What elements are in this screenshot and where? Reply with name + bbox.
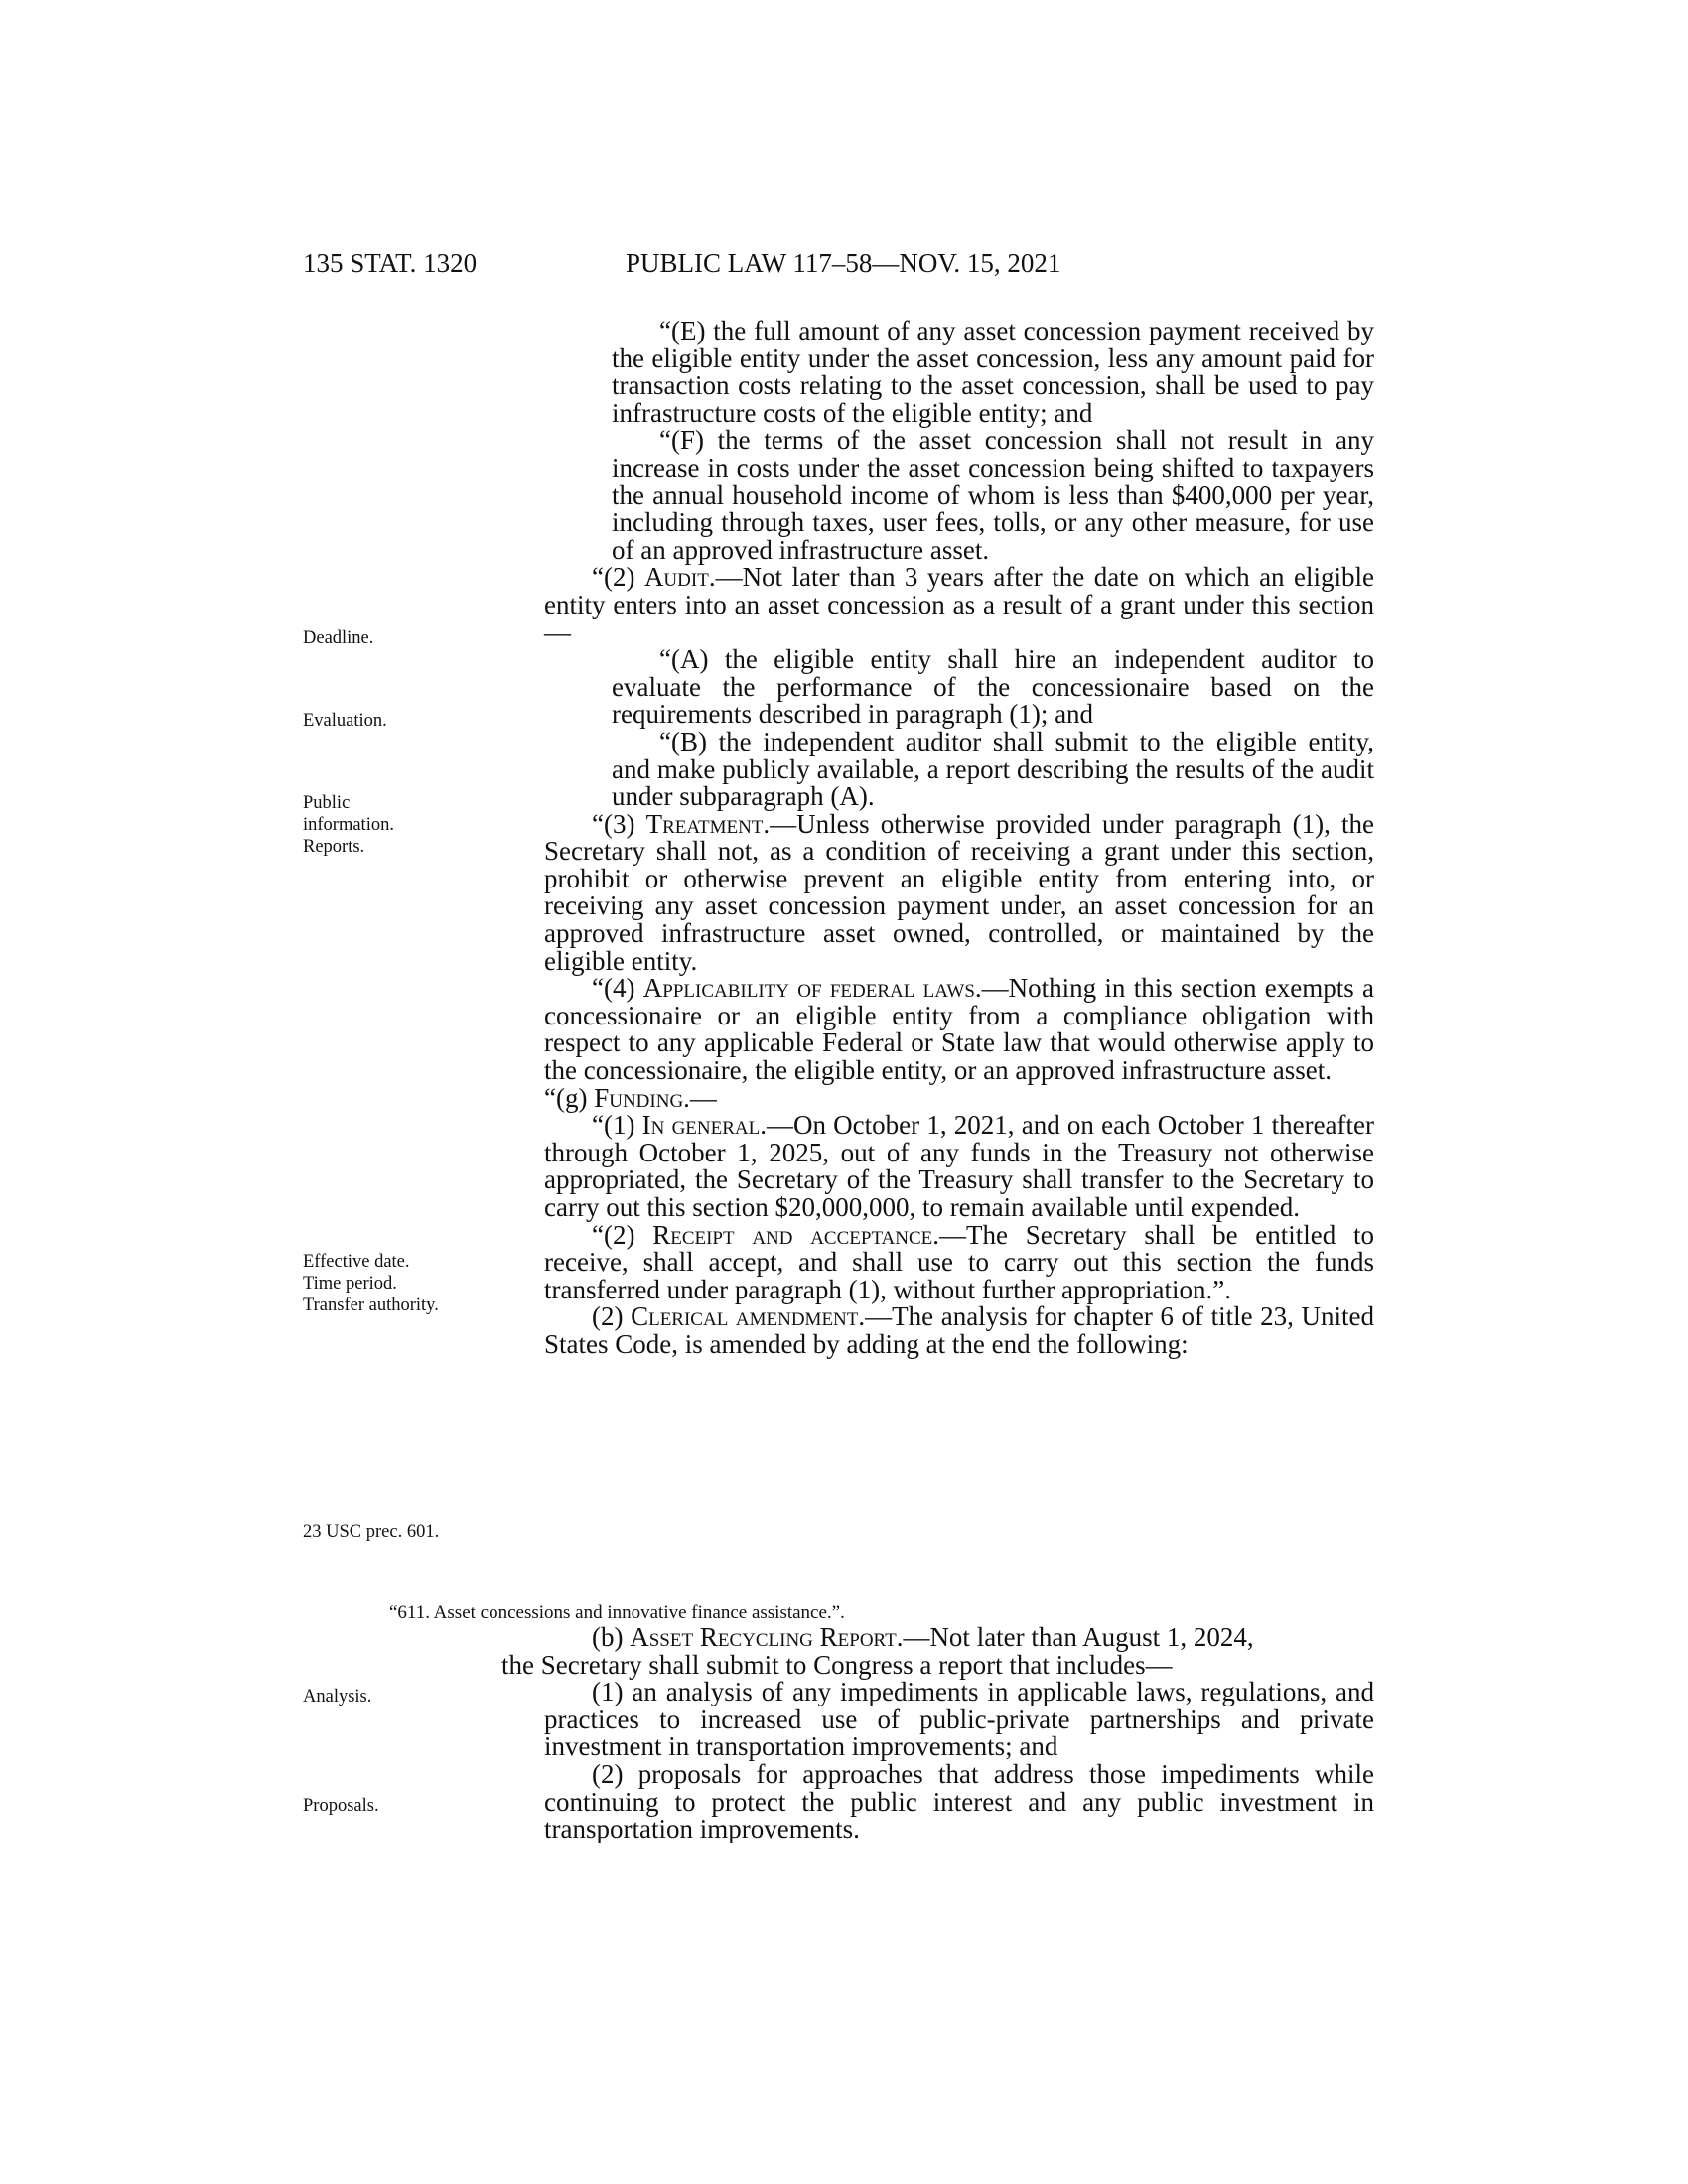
margin-note-usc: 23 USC prec. 601. [303, 1522, 440, 1542]
subsection-b-report: (b) Asset Recycling Report.—Not later than August 1, 2024, [592, 1622, 1254, 1652]
subsection-g-funding: “(g) Funding.— [544, 1082, 717, 1113]
body-text-section-f [544, 318, 1374, 1359]
clerical-amendment: (2) Clerical amendment.—The analysis for chapter 6 of title 23, United States Code, is amended by adding at the end the following: [544, 1301, 1374, 1359]
margin-note-deadline: Deadline. [303, 628, 374, 648]
paragraph-g1-in-general: “(1) In general.—On October 1, 2021, and on each October 1 thereafter through October 1, 2025, out of any funds in the Treasury not otherwise appropriated, the Secretary of the Treasury shall transfer to the Secretary to carry out this section $20,000,000, to remain available until expended. [544, 1110, 1374, 1222]
subsection-b-continuation: the Secretary shall submit to Congress a report that includes— [501, 1649, 1173, 1680]
subparagraph-f: “(F) the terms of the asset concession shall not result in any increase in costs under the asset concession being shifted to taxpayers the annual household income of whom is less than $400,000 per year, including through taxes, user fees, tolls, or any other measure, for use of an approved infrastructure asset. [612, 425, 1374, 565]
chapter-analysis-entry: “611. Asset concessions and innovative finance assistance.”. [389, 1602, 845, 1623]
paragraph-3-treatment: “(3) Treatment.—Unless otherwise provided under paragraph (1), the Secretary shall not, as a condition of receiving a grant under this section, prohibit or otherwise prevent an eligible entity from entering into, or receiving any asset concession payment under, an asset concession for an approved infrastructure asset owned, controlled, or maintained by the eligible entity. [544, 808, 1374, 976]
paragraph-4-applicability: “(4) Applicability of federal laws.—Nothing in this section exempts a concessionaire or an eligible entity from a compliance obligation with respect to any applicable Federal or State law that would otherwise apply to the concessionaire, the eligible entity, or an approved infrastructure asset. [544, 973, 1374, 1086]
subparagraph-2b: “(B) the independent auditor shall submit to the eligible entity, and make publicly available, a report describing the results of the audit under subparagraph (A). [612, 726, 1374, 812]
margin-note-evaluation: Evaluation. [303, 711, 387, 731]
body-text-section-b [501, 1622, 1374, 1844]
item-b2-proposals: (2) proposals for approaches that address those impediments while continuing to protect the public interest and any public investment in transportation improvements. [544, 1758, 1374, 1844]
subparagraph-e: “(E) the full amount of any asset concession payment received by the eligible entity under the asset concession, less any amount paid for transaction costs relating to the asset concession, shall be used to pay infrastructure costs of the eligible entity; and [612, 316, 1374, 428]
public-law-header: PUBLIC LAW 117–58—NOV. 15, 2021 [626, 248, 1061, 278]
margin-note-effective-date: Effective date. Time period. Transfer authority. [303, 1252, 439, 1315]
margin-note-analysis: Analysis. [303, 1687, 372, 1706]
paragraph-2-audit: “(2) Audit.—Not later than 3 years after the date on which an eligible entity enters into an asset concession as a result of a grant under this section— [544, 562, 1374, 647]
subparagraph-2a: “(A) the eligible entity shall hire an independent auditor to evaluate the performance of the concessionaire based on the requirements described in paragraph (1); and [612, 644, 1374, 730]
item-b1-analysis: (1) an analysis of any impediments in applicable laws, regulations, and practices to increased use of public-private partnerships and private investment in transportation improvements; and [544, 1677, 1374, 1762]
paragraph-g2-receipt: “(2) Receipt and acceptance.—The Secretary shall be entitled to receive, shall accept, and shall use to carry out this section the funds transferred under paragraph (1), without further appropriation.”. [544, 1219, 1375, 1304]
page-stat-number: 135 STAT. 1320 [303, 248, 478, 278]
margin-note-proposals: Proposals. [303, 1796, 379, 1816]
margin-note-public-information: Public information. Reports. [303, 793, 394, 857]
